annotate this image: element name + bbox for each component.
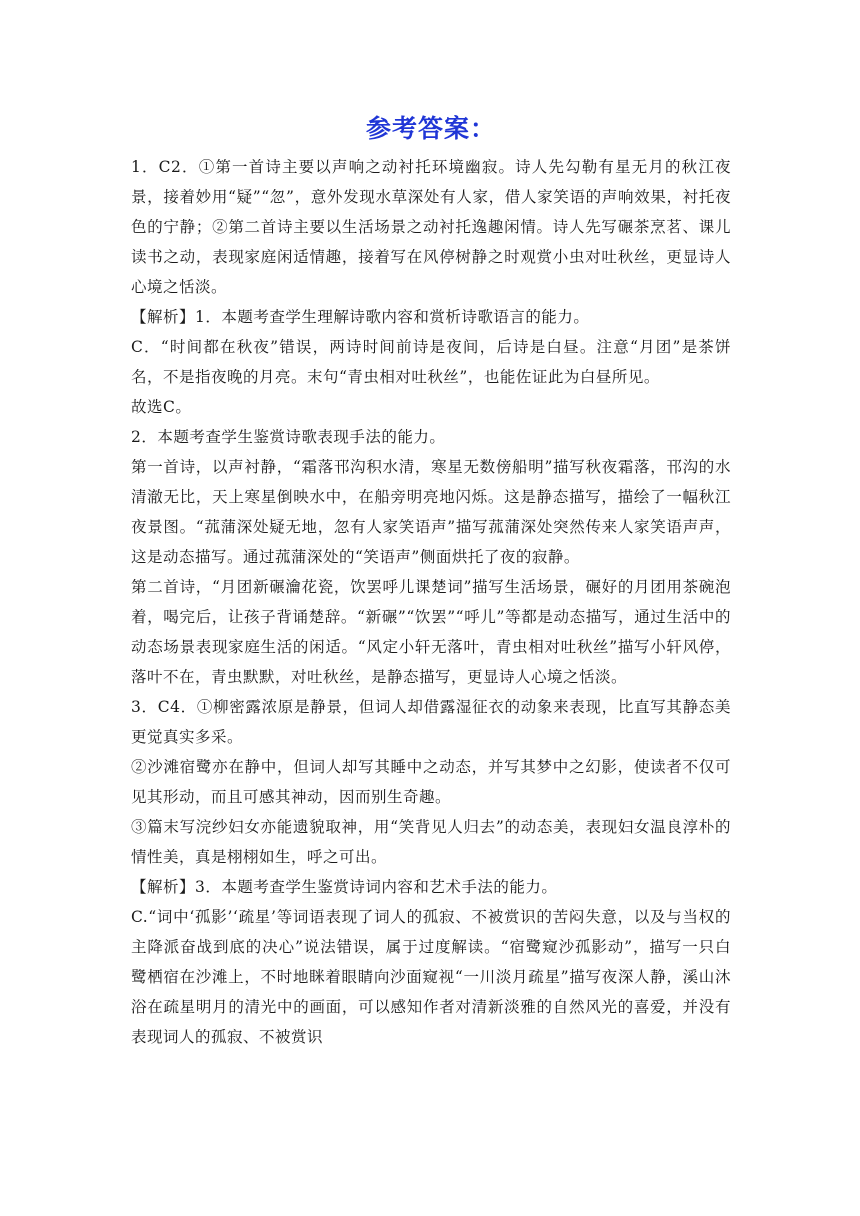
paragraph-answer-3-4-point-1: 3．C4．①柳密露浓原是静景，但词人却借露湿征衣的动象来表现，比直写其静态美更觉真实多采。 — [131, 698, 731, 746]
paragraph-answer-1-2: 1．C2．①第一首诗主要以声响之动衬托环境幽寂。诗人先勾勒有星无月的秋江夜景，接着妙用“疑”“忽”，意外发现水草深处有人家，借人家笑语的声响效果，衬托夜色的宁静；②第二首诗主要以生活场景之动衬托逸趣闲情。诗人先写碾茶烹茗、课儿读书之动，表现家庭闲适情趣，接着写在风停树静之时观赏小虫对吐秋丝，更显诗人心境之恬淡。 — [131, 158, 731, 296]
paragraph-analysis-3-option-c: C.“词中‘孤影’‘疏星’等词语表现了词人的孤寂、不被赏识的苦闷失意，以及与当权的主降派奋战到底的决心”说法错误，属于过度解读。“宿鹭窥沙孤影动”，描写一只白鹭栖宿在沙滩上，不时地眯着眼睛向沙面窥视“一川淡月疏星”描写夜深人静，溪山沐浴在疏星明月的清光中的画面，可以感知作者对清新淡雅的自然风光的喜爱，并没有表现词人的孤寂、不被赏识 — [131, 908, 731, 1046]
answer-page — [131, 108, 731, 1052]
paragraph-analysis-2: 2．本题考查学生鉴赏诗歌表现手法的能力。 — [131, 428, 446, 446]
paragraph-choice-c: 故选C。 — [131, 398, 192, 416]
page-title: 参考答案： — [365, 114, 496, 143]
paragraph-poem-2-analysis: 第二首诗，“月团新碾瀹花瓷，饮罢呼儿课楚词”描写生活场景，碾好的月团用茶碗泡着，喝完后，让孩子背诵楚辞。“新碾”“饮罢”“呼儿”等都是动态描写，通过生活中的动态场景表现家庭生活的闲适。“风定小轩无落叶，青虫相对吐秋丝”描写小轩风停，落叶不在，青虫默默，对吐秋丝，是静态描写，更显诗人心境之恬淡。 — [131, 578, 731, 686]
paragraph-poem-1-analysis: 第一首诗，以声衬静，“霜落邗沟积水清，寒星无数傍船明”描写秋夜霜落，邗沟的水清澈无比，天上寒星倒映水中，在船旁明亮地闪烁。这是静态描写，描绘了一幅秋江夜景图。“菰蒲深处疑无地，忽有人家笑语声”描写菰蒲深处突然传来人家笑语声声，这是动态描写。通过菰蒲深处的“笑语声”侧面烘托了夜的寂静。 — [131, 458, 731, 566]
paragraph-answer-4-point-3: ③篇末写浣纱妇女亦能遗貌取神，用“笑背见人归去”的动态美，表现妇女温良淳朴的情性美，真是栩栩如生，呼之可出。 — [131, 818, 731, 866]
paragraph-analysis-1: 【解析】1．本题考查学生理解诗歌内容和赏析诗歌语言的能力。 — [131, 308, 590, 326]
paragraph-analysis-3: 【解析】3．本题考查学生鉴赏诗词内容和艺术手法的能力。 — [131, 878, 558, 896]
paragraph-answer-4-point-2: ②沙滩宿鹭亦在静中，但词人却写其睡中之动态，并写其梦中之幻影，使读者不仅可见其形动，而且可感其神动，因而别生奇趣。 — [131, 758, 731, 806]
paragraph-analysis-1-option-c: C．“时间都在秋夜”错误，两诗时间前诗是夜间，后诗是白昼。注意“月团”是茶饼名，不是指夜晚的月亮。末句“青虫相对吐秋丝”，也能佐证此为白昼所见。 — [131, 338, 731, 386]
